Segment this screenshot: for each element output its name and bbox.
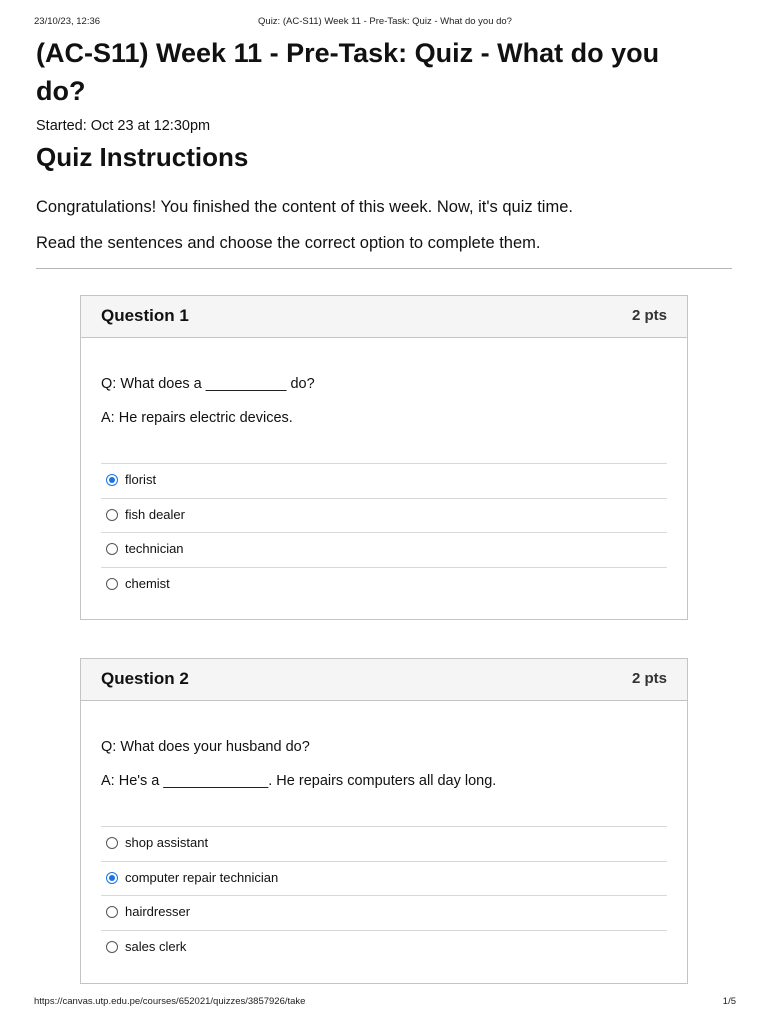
answer-list: [101, 463, 667, 602]
answer-label[interactable]: fish dealer: [125, 506, 185, 522]
quiz-title: (AC-S11) Week 11 - Pre-Task: Quiz - What do you do?: [36, 38, 660, 106]
radio-button-selected[interactable]: [106, 872, 118, 884]
print-url: https://canvas.utp.edu.pe/courses/652021/quizzes/3857926/take: [34, 996, 306, 1007]
answer-option[interactable]: [101, 533, 667, 568]
instructions-heading: Quiz Instructions: [36, 142, 249, 172]
print-footer: [34, 996, 736, 1010]
answer-option[interactable]: [101, 896, 667, 931]
answer-label[interactable]: florist: [125, 472, 157, 487]
question-header: [81, 659, 687, 701]
answer-option[interactable]: [101, 499, 667, 534]
question-name: Question 2: [101, 669, 189, 688]
question-points: 2 pts: [631, 670, 667, 687]
radio-button[interactable]: [106, 837, 118, 849]
print-date: 23/10/23, 12:36: [34, 16, 101, 27]
print-doc-title: Quiz: (AC-S11) Week 11 - Pre-Task: Quiz - What do you do?: [258, 16, 512, 27]
question-header: [81, 296, 687, 338]
question-points: 2 pts: [631, 307, 667, 324]
answer-label[interactable]: sales clerk: [125, 938, 187, 954]
answer-label[interactable]: hairdresser: [125, 904, 191, 919]
answer-label[interactable]: chemist: [125, 575, 170, 591]
answer-label[interactable]: shop assistant: [125, 835, 209, 850]
radio-button[interactable]: [106, 509, 118, 521]
page-number: 1/5: [722, 996, 736, 1007]
question-answer-context: A: He's a _____________. He repairs computers all day long.: [101, 773, 497, 789]
answer-option[interactable]: [101, 931, 667, 966]
instructions-paragraph-2: Read the sentences and choose the correct option to complete them.: [36, 234, 541, 252]
answer-option[interactable]: [101, 827, 667, 862]
answer-list: [101, 826, 667, 965]
answer-label[interactable]: technician: [125, 541, 184, 556]
radio-button[interactable]: [106, 906, 118, 918]
answer-option[interactable]: [101, 862, 667, 897]
question-name: Question 1: [101, 306, 189, 325]
instructions-paragraph-1: Congratulations! You finished the content of this week. Now, it's quiz time.: [36, 198, 573, 216]
question-prompt: Q: What does a __________ do?: [101, 376, 315, 392]
radio-button-selected[interactable]: [106, 474, 118, 486]
question-2: [80, 658, 688, 984]
print-header: [34, 16, 736, 30]
answer-option[interactable]: [101, 464, 667, 499]
divider: [36, 268, 732, 269]
radio-button[interactable]: [106, 941, 118, 953]
question-answer-context: A: He repairs electric devices.: [101, 410, 293, 426]
radio-button[interactable]: [106, 543, 118, 555]
answer-option[interactable]: [101, 568, 667, 603]
answer-label[interactable]: computer repair technician: [125, 869, 279, 885]
question-prompt: Q: What does your husband do?: [101, 739, 310, 755]
question-1: [80, 295, 688, 620]
radio-button[interactable]: [106, 578, 118, 590]
quiz-started-time: Started: Oct 23 at 12:30pm: [36, 118, 211, 134]
